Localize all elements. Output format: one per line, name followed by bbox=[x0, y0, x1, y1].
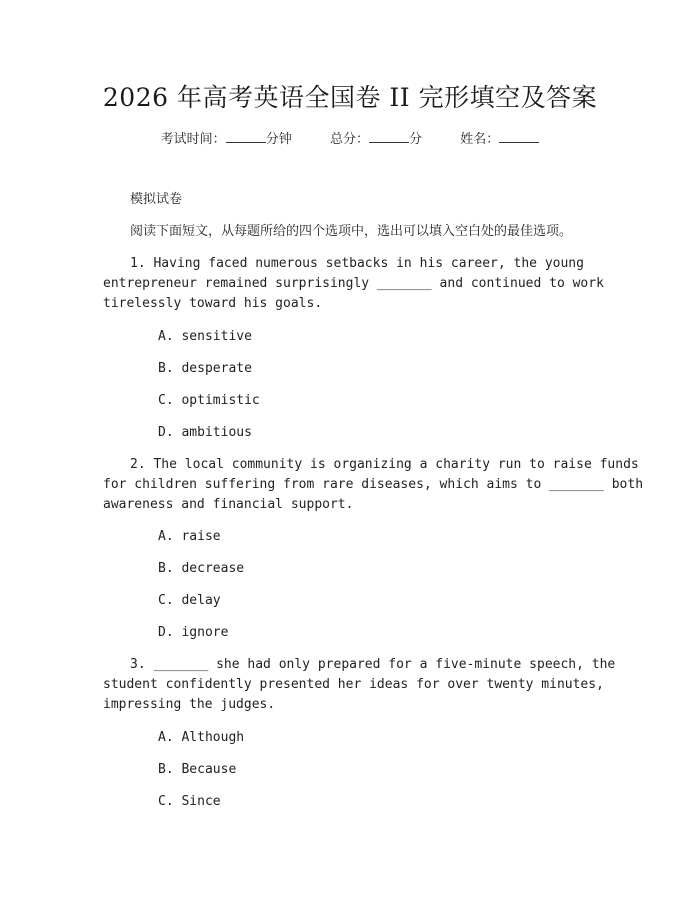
question-1-option-a[interactable]: A. sensitive bbox=[158, 329, 252, 344]
score-label: 总分： bbox=[329, 132, 369, 147]
score-unit: 分 bbox=[409, 132, 423, 147]
question-2-option-c[interactable]: C. delay bbox=[158, 593, 221, 608]
question-1-line-3: tirelessly toward his goals. bbox=[103, 296, 323, 311]
question-1-option-d[interactable]: D. ambitious bbox=[158, 425, 252, 440]
question-2-option-b[interactable]: B. decrease bbox=[158, 561, 245, 576]
page-title: 2026 年高考英语全国卷 II 完形填空及答案 bbox=[102, 83, 598, 112]
time-blank[interactable] bbox=[226, 128, 266, 143]
question-3-option-b[interactable]: B. Because bbox=[158, 762, 237, 777]
question-1-line-2: entrepreneur remained surprisingly _______ and continued to work bbox=[103, 276, 604, 291]
question-2-line-2: for children suffering from rare diseases, which aims to _______ both bbox=[103, 477, 644, 492]
question-2-option-d[interactable]: D. ignore bbox=[158, 625, 229, 640]
section-title: 模拟试卷 bbox=[130, 192, 183, 207]
name-label: 姓名： bbox=[460, 132, 500, 147]
question-3-option-c[interactable]: C. Since bbox=[158, 794, 221, 809]
question-2-line-1: 2. The local community is organizing a charity run to raise funds bbox=[130, 457, 639, 472]
time-unit: 分钟 bbox=[265, 132, 292, 147]
question-2-line-3: awareness and financial support. bbox=[103, 497, 354, 512]
question-1-option-b[interactable]: B. desperate bbox=[158, 361, 252, 376]
exam-meta bbox=[0, 128, 700, 152]
question-1-line-1: 1. Having faced numerous setbacks in his career, the young bbox=[130, 256, 584, 271]
question-3-line-2: student confidently presented her ideas for over twenty minutes, bbox=[103, 677, 604, 692]
question-2-option-a[interactable]: A. raise bbox=[158, 529, 221, 544]
score-blank[interactable] bbox=[369, 128, 409, 143]
instructions: 阅读下面短文，从每题所给的四个选项中，选出可以填入空白处的最佳选项。 bbox=[130, 224, 573, 239]
question-3-option-a[interactable]: A. Although bbox=[158, 730, 245, 745]
time-label: 考试时间： bbox=[160, 132, 226, 147]
question-1-option-c[interactable]: C. optimistic bbox=[158, 393, 260, 408]
name-blank[interactable] bbox=[499, 128, 539, 143]
question-3-line-1: 3. _______ she had only prepared for a five-minute speech, the bbox=[130, 657, 616, 672]
question-3-line-3: impressing the judges. bbox=[103, 697, 276, 712]
